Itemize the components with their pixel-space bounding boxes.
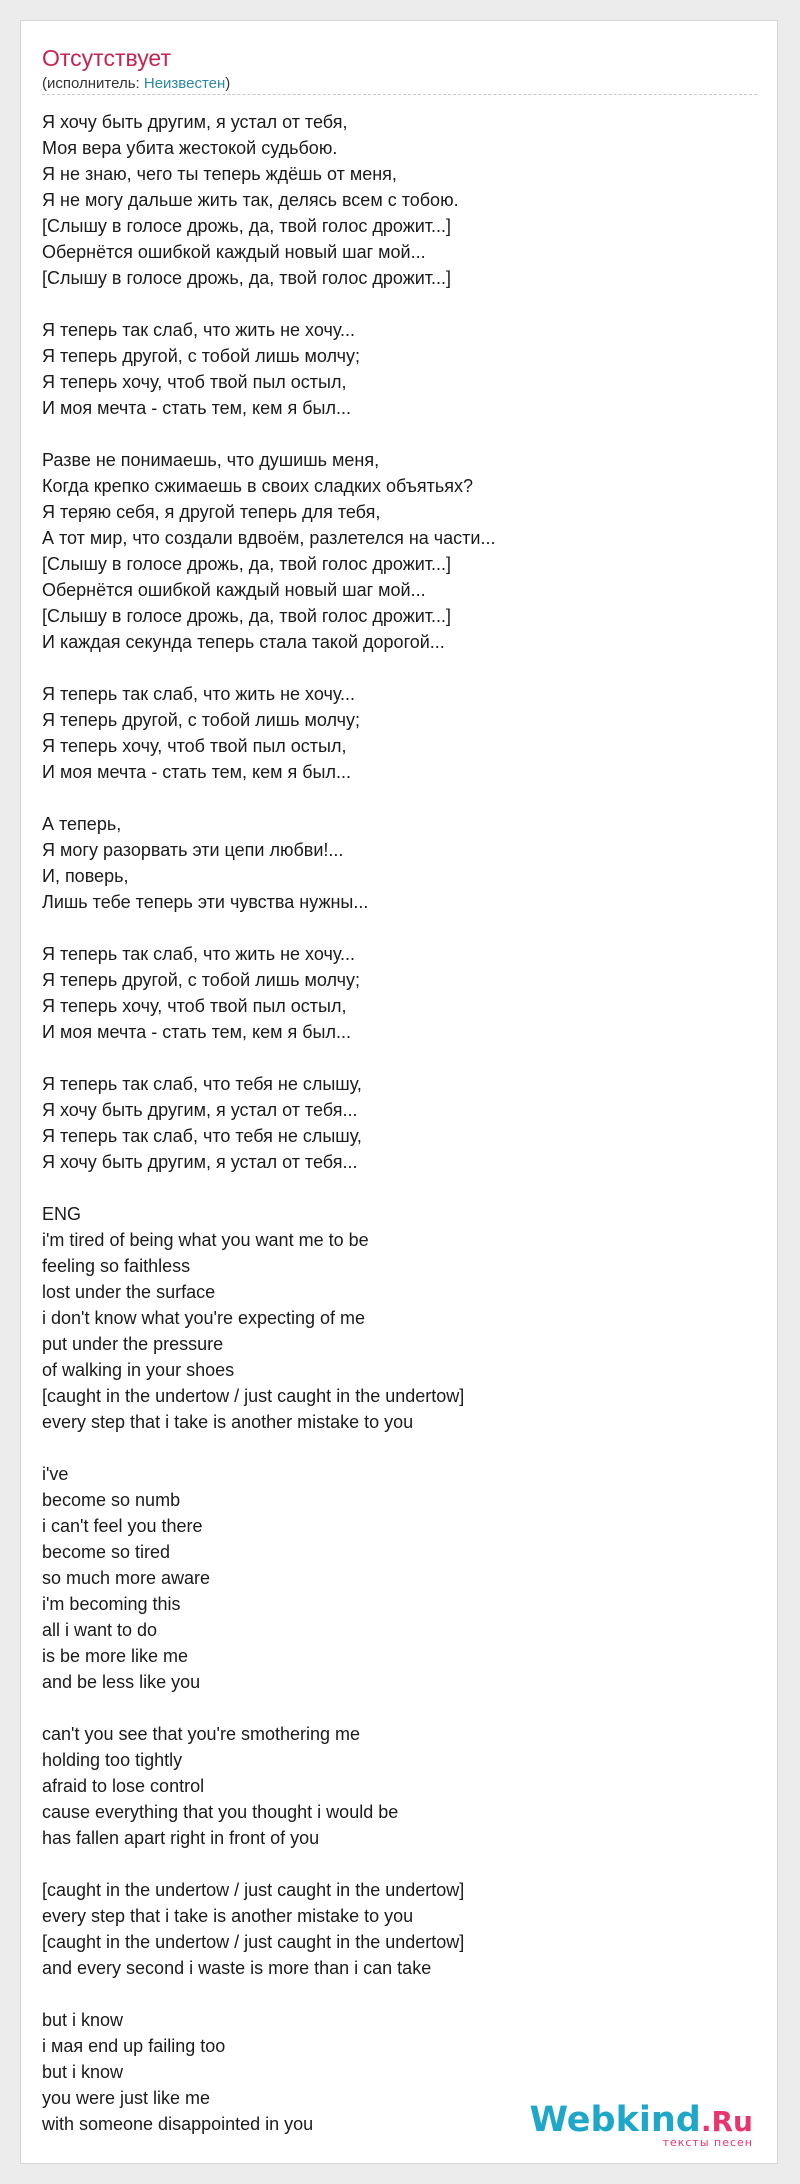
lyrics-line: Я теперь так слаб, что жить не хочу... bbox=[42, 320, 356, 340]
lyrics-line: cause everything that you thought i would be bbox=[42, 1802, 399, 1822]
artist-line bbox=[42, 75, 230, 92]
lyrics-line: become so tired bbox=[42, 1542, 171, 1562]
lyrics-line: i'm becoming this bbox=[42, 1594, 181, 1614]
lyrics-line: Я могу разорвать эти цепи любви!... bbox=[42, 840, 344, 860]
artist-suffix: ) bbox=[225, 75, 231, 92]
logo-brand-name: Webkind bbox=[529, 2100, 701, 2140]
lyrics-line: feeling so faithless bbox=[42, 1256, 191, 1276]
lyrics-text bbox=[42, 109, 757, 2137]
artist-prefix: (исполнитель: bbox=[42, 75, 144, 92]
lyrics-line: Я теперь хочу, чтоб твой пыл остыл, bbox=[42, 996, 347, 1016]
lyrics-line: has fallen apart right in front of you bbox=[42, 1828, 320, 1848]
lyrics-line: every step that i take is another mistake to you bbox=[42, 1412, 414, 1432]
lyrics-line: Я теперь так слаб, что тебя не слышу, bbox=[42, 1074, 362, 1094]
lyrics-line: Я хочу быть другим, я устал от тебя... bbox=[42, 1100, 358, 1120]
lyrics-line: can't you see that you're smothering me bbox=[42, 1724, 361, 1744]
logo-brand bbox=[529, 2102, 753, 2140]
lyrics-line: А тот мир, что создали вдвоём, разлетелся на части... bbox=[42, 528, 496, 548]
lyrics-line: [Слышу в голосе дрожь, да, твой голос дрожит...] bbox=[42, 268, 452, 288]
lyrics-blank-line bbox=[42, 1981, 757, 2007]
lyrics-line: lost under the surface bbox=[42, 1282, 216, 1302]
lyrics-line: И моя мечта - стать тем, кем я был... bbox=[42, 398, 351, 418]
lyrics-card bbox=[20, 20, 778, 2164]
lyrics-line: every step that i take is another mistake to you bbox=[42, 1906, 414, 1926]
lyrics-line: Я теперь другой, с тобой лишь молчу; bbox=[42, 710, 361, 730]
lyrics-line: is be more like me bbox=[42, 1646, 189, 1666]
lyrics-line: i мая end up failing too bbox=[42, 2036, 226, 2056]
lyrics-blank-line bbox=[42, 1435, 757, 1461]
lyrics-blank-line bbox=[42, 1851, 757, 1877]
lyrics-line: Моя вера убита жестокой судьбою. bbox=[42, 138, 338, 158]
lyrics-line: Я теряю себя, я другой теперь для тебя, bbox=[42, 502, 381, 522]
logo-tld: .Ru bbox=[700, 2105, 753, 2138]
site-logo[interactable] bbox=[529, 2102, 753, 2149]
artist-link[interactable]: Неизвестен bbox=[143, 75, 226, 92]
lyrics-line: [Слышу в голосе дрожь, да, твой голос дрожит...] bbox=[42, 216, 452, 236]
lyrics-line: И, поверь, bbox=[42, 866, 129, 886]
lyrics-line: i've bbox=[42, 1464, 69, 1484]
title-divider bbox=[42, 94, 757, 95]
lyrics-line: Лишь тебе теперь эти чувства нужны... bbox=[42, 892, 369, 912]
lyrics-line: and be less like you bbox=[42, 1672, 201, 1692]
lyrics-line: but i know bbox=[42, 2062, 124, 2082]
lyrics-line: И моя мечта - стать тем, кем я был... bbox=[42, 1022, 351, 1042]
lyrics-line: become so numb bbox=[42, 1490, 181, 1510]
lyrics-line: И моя мечта - стать тем, кем я был... bbox=[42, 762, 351, 782]
lyrics-blank-line bbox=[42, 915, 757, 941]
lyrics-line: ENG bbox=[42, 1204, 82, 1224]
lyrics-line: i'm tired of being what you want me to be bbox=[42, 1230, 369, 1250]
lyrics-line: Я теперь другой, с тобой лишь молчу; bbox=[42, 970, 361, 990]
lyrics-line: [Слышу в голосе дрожь, да, твой голос дрожит...] bbox=[42, 606, 452, 626]
lyrics-blank-line bbox=[42, 785, 757, 811]
lyrics-line: Я теперь другой, с тобой лишь молчу; bbox=[42, 346, 361, 366]
lyrics-line: holding too tightly bbox=[42, 1750, 183, 1770]
lyrics-line: Разве не понимаешь, что душишь меня, bbox=[42, 450, 380, 470]
lyrics-line: [caught in the undertow / just caught in the undertow] bbox=[42, 1932, 465, 1952]
lyrics-line: Я теперь хочу, чтоб твой пыл остыл, bbox=[42, 372, 347, 392]
lyrics-line: all i want to do bbox=[42, 1620, 158, 1640]
logo-tagline: тексты песен bbox=[662, 2136, 753, 2149]
lyrics-line: so much more aware bbox=[42, 1568, 211, 1588]
lyrics-line: Я теперь так слаб, что жить не хочу... bbox=[42, 684, 356, 704]
lyrics-line: Я теперь хочу, чтоб твой пыл остыл, bbox=[42, 736, 347, 756]
lyrics-line: Я хочу быть другим, я устал от тебя... bbox=[42, 1152, 358, 1172]
lyrics-blank-line bbox=[42, 421, 757, 447]
lyrics-line: with someone disappointed in you bbox=[42, 2114, 314, 2134]
lyrics-line: afraid to lose control bbox=[42, 1776, 205, 1796]
lyrics-blank-line bbox=[42, 1175, 757, 1201]
lyrics-line: Обернётся ошибкой каждый новый шаг мой... bbox=[42, 580, 426, 600]
lyrics-line: Когда крепко сжимаешь в своих сладких объятьях? bbox=[42, 476, 474, 496]
lyrics-line: Обернётся ошибкой каждый новый шаг мой... bbox=[42, 242, 426, 262]
lyrics-line: put under the pressure bbox=[42, 1334, 224, 1354]
lyrics-line: Я хочу быть другим, я устал от тебя, bbox=[42, 112, 348, 132]
lyrics-line: А теперь, bbox=[42, 814, 122, 834]
lyrics-line: [caught in the undertow / just caught in the undertow] bbox=[42, 1880, 465, 1900]
lyrics-blank-line bbox=[42, 655, 757, 681]
lyrics-line: but i know bbox=[42, 2010, 124, 2030]
lyrics-blank-line bbox=[42, 1695, 757, 1721]
lyrics-line: Я не знаю, чего ты теперь ждёшь от меня, bbox=[42, 164, 397, 184]
song-title: Отсутствует bbox=[42, 45, 171, 71]
lyrics-line: Я теперь так слаб, что тебя не слышу, bbox=[42, 1126, 362, 1146]
lyrics-line: [Слышу в голосе дрожь, да, твой голос дрожит...] bbox=[42, 554, 452, 574]
lyrics-blank-line bbox=[42, 1045, 757, 1071]
lyrics-blank-line bbox=[42, 291, 757, 317]
lyrics-line: i can't feel you there bbox=[42, 1516, 203, 1536]
lyrics-line: И каждая секунда теперь стала такой дорогой... bbox=[42, 632, 445, 652]
lyrics-line: of walking in your shoes bbox=[42, 1360, 235, 1380]
lyrics-line: [caught in the undertow / just caught in the undertow] bbox=[42, 1386, 465, 1406]
lyrics-line: and every second i waste is more than i can take bbox=[42, 1958, 432, 1978]
lyrics-line: you were just like me bbox=[42, 2088, 211, 2108]
lyrics-line: i don't know what you're expecting of me bbox=[42, 1308, 366, 1328]
lyrics-line: Я не могу дальше жить так, делясь всем с тобою. bbox=[42, 190, 459, 210]
lyrics-line: Я теперь так слаб, что жить не хочу... bbox=[42, 944, 356, 964]
